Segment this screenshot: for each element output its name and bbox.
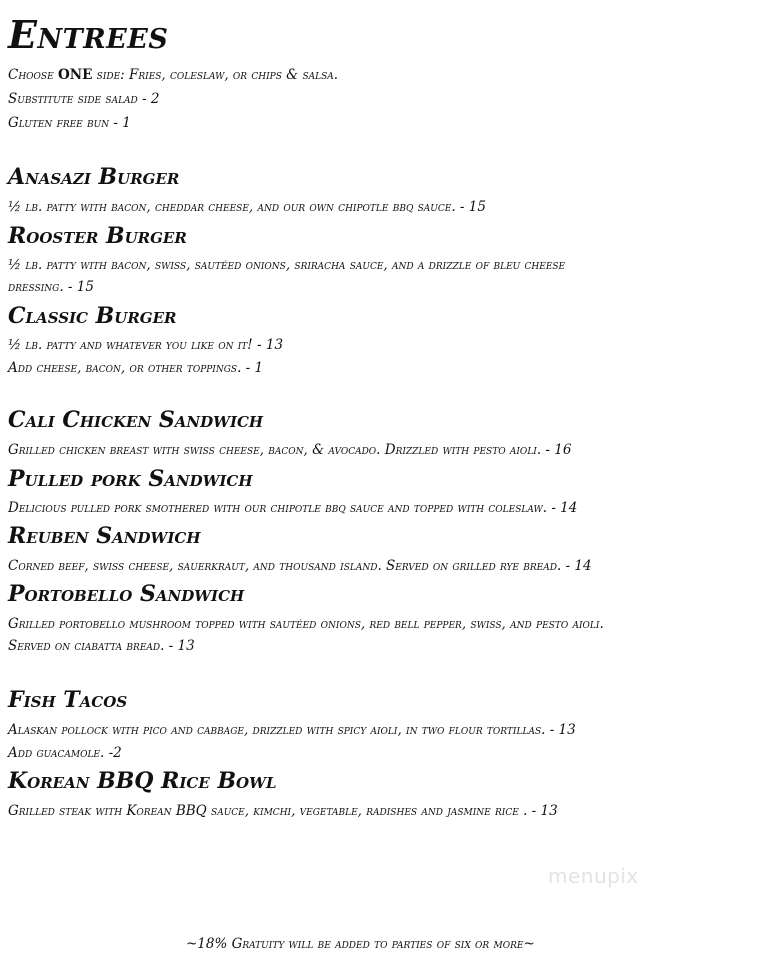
side-choice-options: side: Fries, coleslaw, or chips & salsa. (92, 67, 339, 83)
item-description: Served on ciabatta bread. - 13 (8, 638, 195, 654)
item-description: ½ lb. patty and whatever you like on it! - 13 (8, 337, 284, 353)
item-description: Alaskan pollock with pico and cabbage, drizzled with spicy aioli, in two flour tortillas. - 13 (8, 722, 576, 738)
item-addon: Add cheese, bacon, or other toppings. - 1 (8, 360, 264, 376)
page-title: Entrees (8, 12, 169, 57)
side-choice-emphasis: ONE (57, 67, 93, 83)
item-description: ½ lb. patty with bacon, swiss, sautéed onions, sriracha sauce, and a drizzle of bleu cheese (8, 257, 566, 273)
item-addon: Add guacamole. -2 (8, 745, 122, 761)
menupix-watermark: menupix (548, 864, 639, 888)
item-description: Grilled chicken breast with swiss cheese, bacon, & avocado. Drizzled with pesto aioli. - 16 (8, 442, 572, 458)
item-description: dressing. - 15 (8, 279, 94, 295)
item-name: Anasazi Burger (8, 164, 180, 190)
item-description: Delicious pulled pork smothered with our chipotle bbq sauce and topped with coleslaw. - 14 (8, 500, 578, 516)
item-name: Rooster Burger (8, 223, 187, 249)
item-name: Fish Tacos (8, 687, 128, 713)
item-name: Classic Burger (8, 303, 177, 329)
item-name: Cali Chicken Sandwich (8, 407, 264, 433)
item-name: Portobello Sandwich (8, 581, 245, 607)
item-description: Grilled portobello mushroom topped with sautéed onions, red bell pepper, swiss, and pesto aioli. (8, 616, 604, 632)
item-name: Reuben Sandwich (8, 523, 201, 549)
item-description: ½ lb. patty with bacon, cheddar cheese, and our own chipotle bbq sauce. - 15 (8, 199, 486, 215)
gratuity-footer: ~18% Gratuity will be added to parties of six or more~ (186, 935, 535, 952)
side-choice-note (8, 66, 338, 84)
item-name: Korean BBQ Rice Bowl (8, 768, 277, 794)
gluten-free-note: Gluten free bun - 1 (8, 115, 131, 131)
substitute-side-note: Substitute side salad - 2 (8, 91, 160, 107)
side-choice-prefix: Choose (8, 67, 58, 83)
item-description: Grilled steak with Korean BBQ sauce, kimchi, vegetable, radishes and jasmine rice . - 13 (8, 803, 558, 819)
item-description: Corned beef, swiss cheese, sauerkraut, and thousand island. Served on grilled rye bread. - 14 (8, 558, 592, 574)
item-name: Pulled pork Sandwich (8, 466, 253, 492)
